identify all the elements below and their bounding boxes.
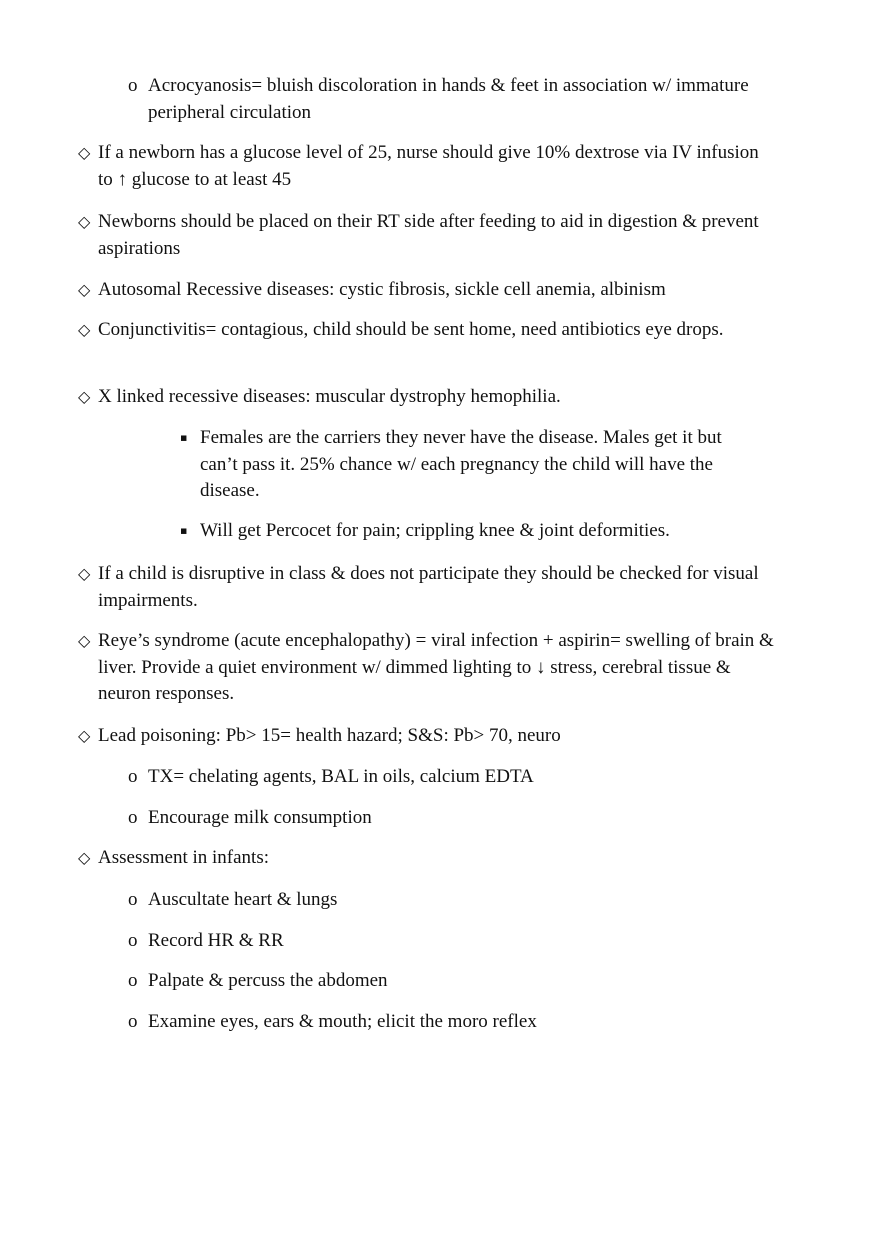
list-item [78, 723, 778, 750]
list-item [180, 425, 760, 505]
list-item-text: TX= chelating agents, BAL in oils, calcium EDTA [148, 766, 534, 787]
list-item-text: X linked recessive diseases: muscular dystrophy hemophilia. [98, 386, 561, 407]
list-item-text: Palpate & percuss the abdomen [148, 970, 388, 991]
circle-bullet-icon: o [128, 75, 138, 96]
square-bullet-icon: ▪ [180, 524, 188, 537]
diamond-bullet-icon: ◇ [78, 143, 91, 162]
list-item [128, 1009, 768, 1036]
list-item [128, 73, 768, 126]
list-item-text: Lead poisoning: Pb> 15= health hazard; S&S: Pb> 70, neuro [98, 725, 561, 746]
diamond-bullet-icon: ◇ [78, 320, 91, 339]
diamond-bullet-icon: ◇ [78, 631, 91, 650]
list-item-text: Record HR & RR [148, 930, 284, 951]
list-item-text: Females are the carriers they never have the disease. Males get it but can’t pass it. 25% chance w/ each pregnancy the child will have the disease. [200, 427, 722, 501]
circle-bullet-icon: o [128, 766, 138, 787]
square-bullet-icon: ▪ [180, 431, 188, 444]
list-item [128, 887, 768, 914]
diamond-bullet-icon: ◇ [78, 848, 91, 867]
list-item-text: Encourage milk consumption [148, 807, 372, 828]
list-item [78, 384, 778, 411]
diamond-bullet-icon: ◇ [78, 726, 91, 745]
list-item [78, 561, 778, 614]
circle-bullet-icon: o [128, 1011, 138, 1032]
list-item-text: If a newborn has a glucose level of 25, nurse should give 10% dextrose via IV infusion to ↑ glucose to at least 45 [98, 142, 759, 190]
list-item [128, 764, 768, 791]
list-item [128, 968, 768, 995]
list-item-text: Newborns should be placed on their RT side after feeding to aid in digestion & prevent aspirations [98, 211, 759, 259]
list-item-text: If a child is disruptive in class & does not participate they should be checked for visual impairments. [98, 563, 759, 611]
list-item-text: Auscultate heart & lungs [148, 889, 338, 910]
list-item [78, 628, 778, 708]
circle-bullet-icon: o [128, 807, 138, 828]
list-item-text: Assessment in infants: [98, 847, 269, 868]
list-item [78, 845, 778, 872]
list-item [78, 140, 778, 193]
diamond-bullet-icon: ◇ [78, 212, 91, 231]
list-item-text: Conjunctivitis= contagious, child should be sent home, need antibiotics eye drops. [98, 319, 724, 340]
list-item-text: Autosomal Recessive diseases: cystic fibrosis, sickle cell anemia, albinism [98, 279, 666, 300]
list-item [78, 209, 778, 262]
diamond-bullet-icon: ◇ [78, 564, 91, 583]
list-item [180, 518, 760, 545]
list-item-text: Reye’s syndrome (acute encephalopathy) = viral infection + aspirin= swelling of brain & liver. Provide a quiet environment w/ dimmed lighting to ↓ stress, cerebral tissue & neuron responses. [98, 630, 774, 704]
circle-bullet-icon: o [128, 970, 138, 991]
list-item-text: Will get Percocet for pain; crippling knee & joint deformities. [200, 520, 670, 541]
circle-bullet-icon: o [128, 930, 138, 951]
circle-bullet-icon: o [128, 889, 138, 910]
list-item [128, 805, 768, 832]
diamond-bullet-icon: ◇ [78, 387, 91, 406]
list-item-text: Acrocyanosis= bluish discoloration in hands & feet in association w/ immature peripheral circulation [148, 75, 749, 123]
list-item [128, 928, 768, 955]
list-item-text: Examine eyes, ears & mouth; elicit the moro reflex [148, 1011, 537, 1032]
list-item [78, 317, 778, 344]
list-item [78, 277, 778, 304]
diamond-bullet-icon: ◇ [78, 280, 91, 299]
